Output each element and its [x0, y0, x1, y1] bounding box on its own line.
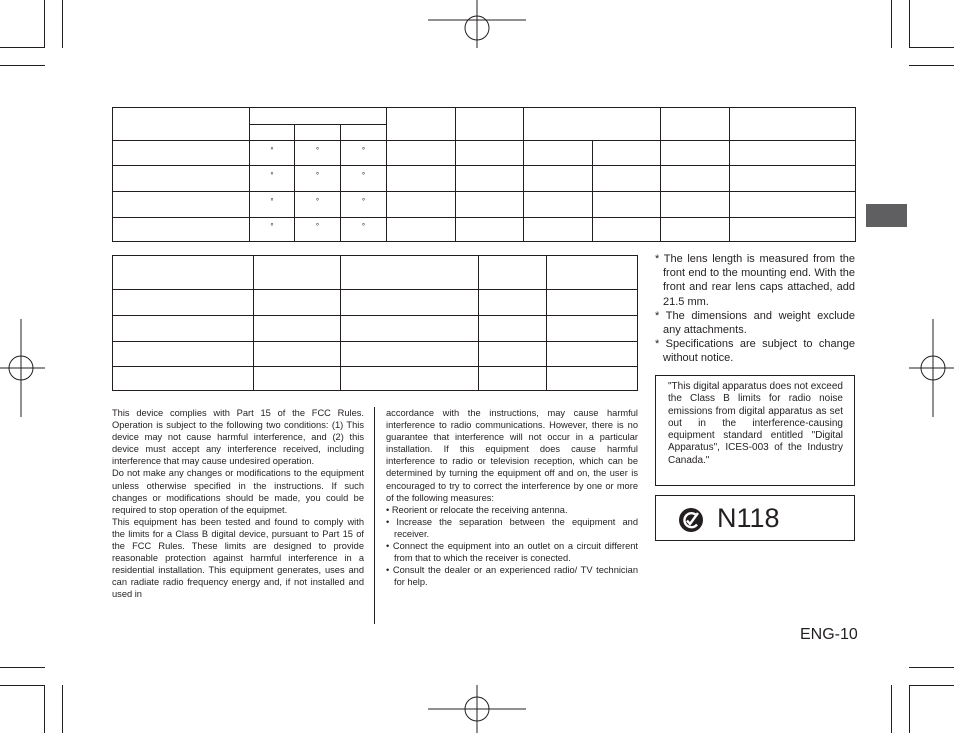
fcc-paragraph-1: This device complies with Part 15 of the FCC Rules. Operation is subject to the following two conditions: (1) This device may not cause harmful interference, and (2) this device must accept any interference received, including interference that may cause undesired operation.: [112, 408, 364, 467]
fcc-paragraph-2: Do not make any changes or modifications to the equipment unless otherwise specified in the instructions. If such changes or modifications should be made, you could be required to stop operation of the equipmet.: [112, 468, 364, 515]
note-dimensions: * The dimensions and weight exclude any attachments.: [655, 309, 855, 337]
registration-mark-bottom: [428, 685, 526, 733]
degree-mark: °: [270, 171, 274, 180]
degree-mark: °: [270, 222, 274, 231]
fcc-paragraph-3: This equipment has been tested and found to comply with the limits for a Class B digital device, pursuant to Part 15 of the FCC Rules. These limits are designed to provide reasonable protection against harmful interference in a residential installation. This equipment generates, uses and can radiate radio frequency energy and, if not installed and used in: [112, 516, 364, 600]
registration-mark-top: [428, 0, 526, 48]
degree-mark: °: [315, 145, 320, 155]
page-number: ENG-10: [800, 626, 858, 643]
table-row: [113, 316, 638, 342]
degree-mark: °: [270, 145, 274, 155]
degree-mark: °: [270, 197, 274, 206]
table-row: [113, 218, 856, 242]
ices-notice-box: [655, 375, 855, 486]
ices-notice-text: "This digital apparatus does not exceed the Class B limits for radio noise emissions from digital apparatus as set out in the interference-causing equipment standard entitled "Digital Apparatus", ICES-003 of the Industry Canada.": [668, 381, 843, 466]
fcc-paragraph-3-continued: accordance with the instructions, may cause harmful interference to radio communications. However, there is no guarantee that interference will not occur in a particular installation. If this equipment does cause harmful interference to radio or television reception, which can be determined by turning the equipment off and on, the user is encouraged to try to correct the interference by one or more of the following measures:: [386, 408, 638, 503]
section-thumb-tab: [866, 204, 907, 227]
degree-mark: °: [315, 171, 320, 180]
note-lens-length: * The lens length is measured from the front end to the mounting end. With the front and rear lens caps attached, add 21.5 mm.: [655, 253, 855, 308]
specifications-table-2: [112, 255, 638, 391]
measure-item: • Reorient or relocate the receiving antenna.: [386, 504, 568, 515]
note-specifications: * Specifications are subject to change without notice.: [655, 338, 855, 365]
degree-mark: °: [315, 222, 320, 231]
degree-mark: °: [361, 145, 366, 155]
table-row: [113, 342, 638, 367]
measure-item: • Consult the dealer or an experienced radio/ TV technician for help.: [386, 565, 638, 588]
registration-mark-right: [909, 319, 954, 417]
degree-mark: °: [361, 222, 366, 231]
measure-item: • Increase the separation between the equipment and receiver.: [386, 516, 638, 539]
specification-notes: [655, 252, 855, 366]
degree-mark: °: [315, 197, 320, 206]
table-row: [113, 290, 638, 316]
c-tick-icon: [678, 507, 704, 533]
table-row: [113, 192, 856, 218]
table-row: [113, 367, 638, 391]
c-tick-box: [655, 495, 855, 541]
table-row: [113, 166, 856, 192]
specifications-table-1: [112, 107, 856, 242]
degree-mark: °: [361, 197, 366, 206]
degree-mark: °: [361, 171, 366, 180]
fcc-statement-column-2: [386, 407, 638, 588]
registration-mark-left: [0, 319, 45, 417]
fcc-statement-column-1: [112, 407, 364, 601]
column-divider: [374, 407, 375, 624]
c-tick-code: N118: [717, 503, 780, 533]
measure-item: • Connect the equipment into an outlet on a circuit different from that to which the receiver is conected.: [386, 541, 638, 564]
table-row: [113, 141, 856, 166]
